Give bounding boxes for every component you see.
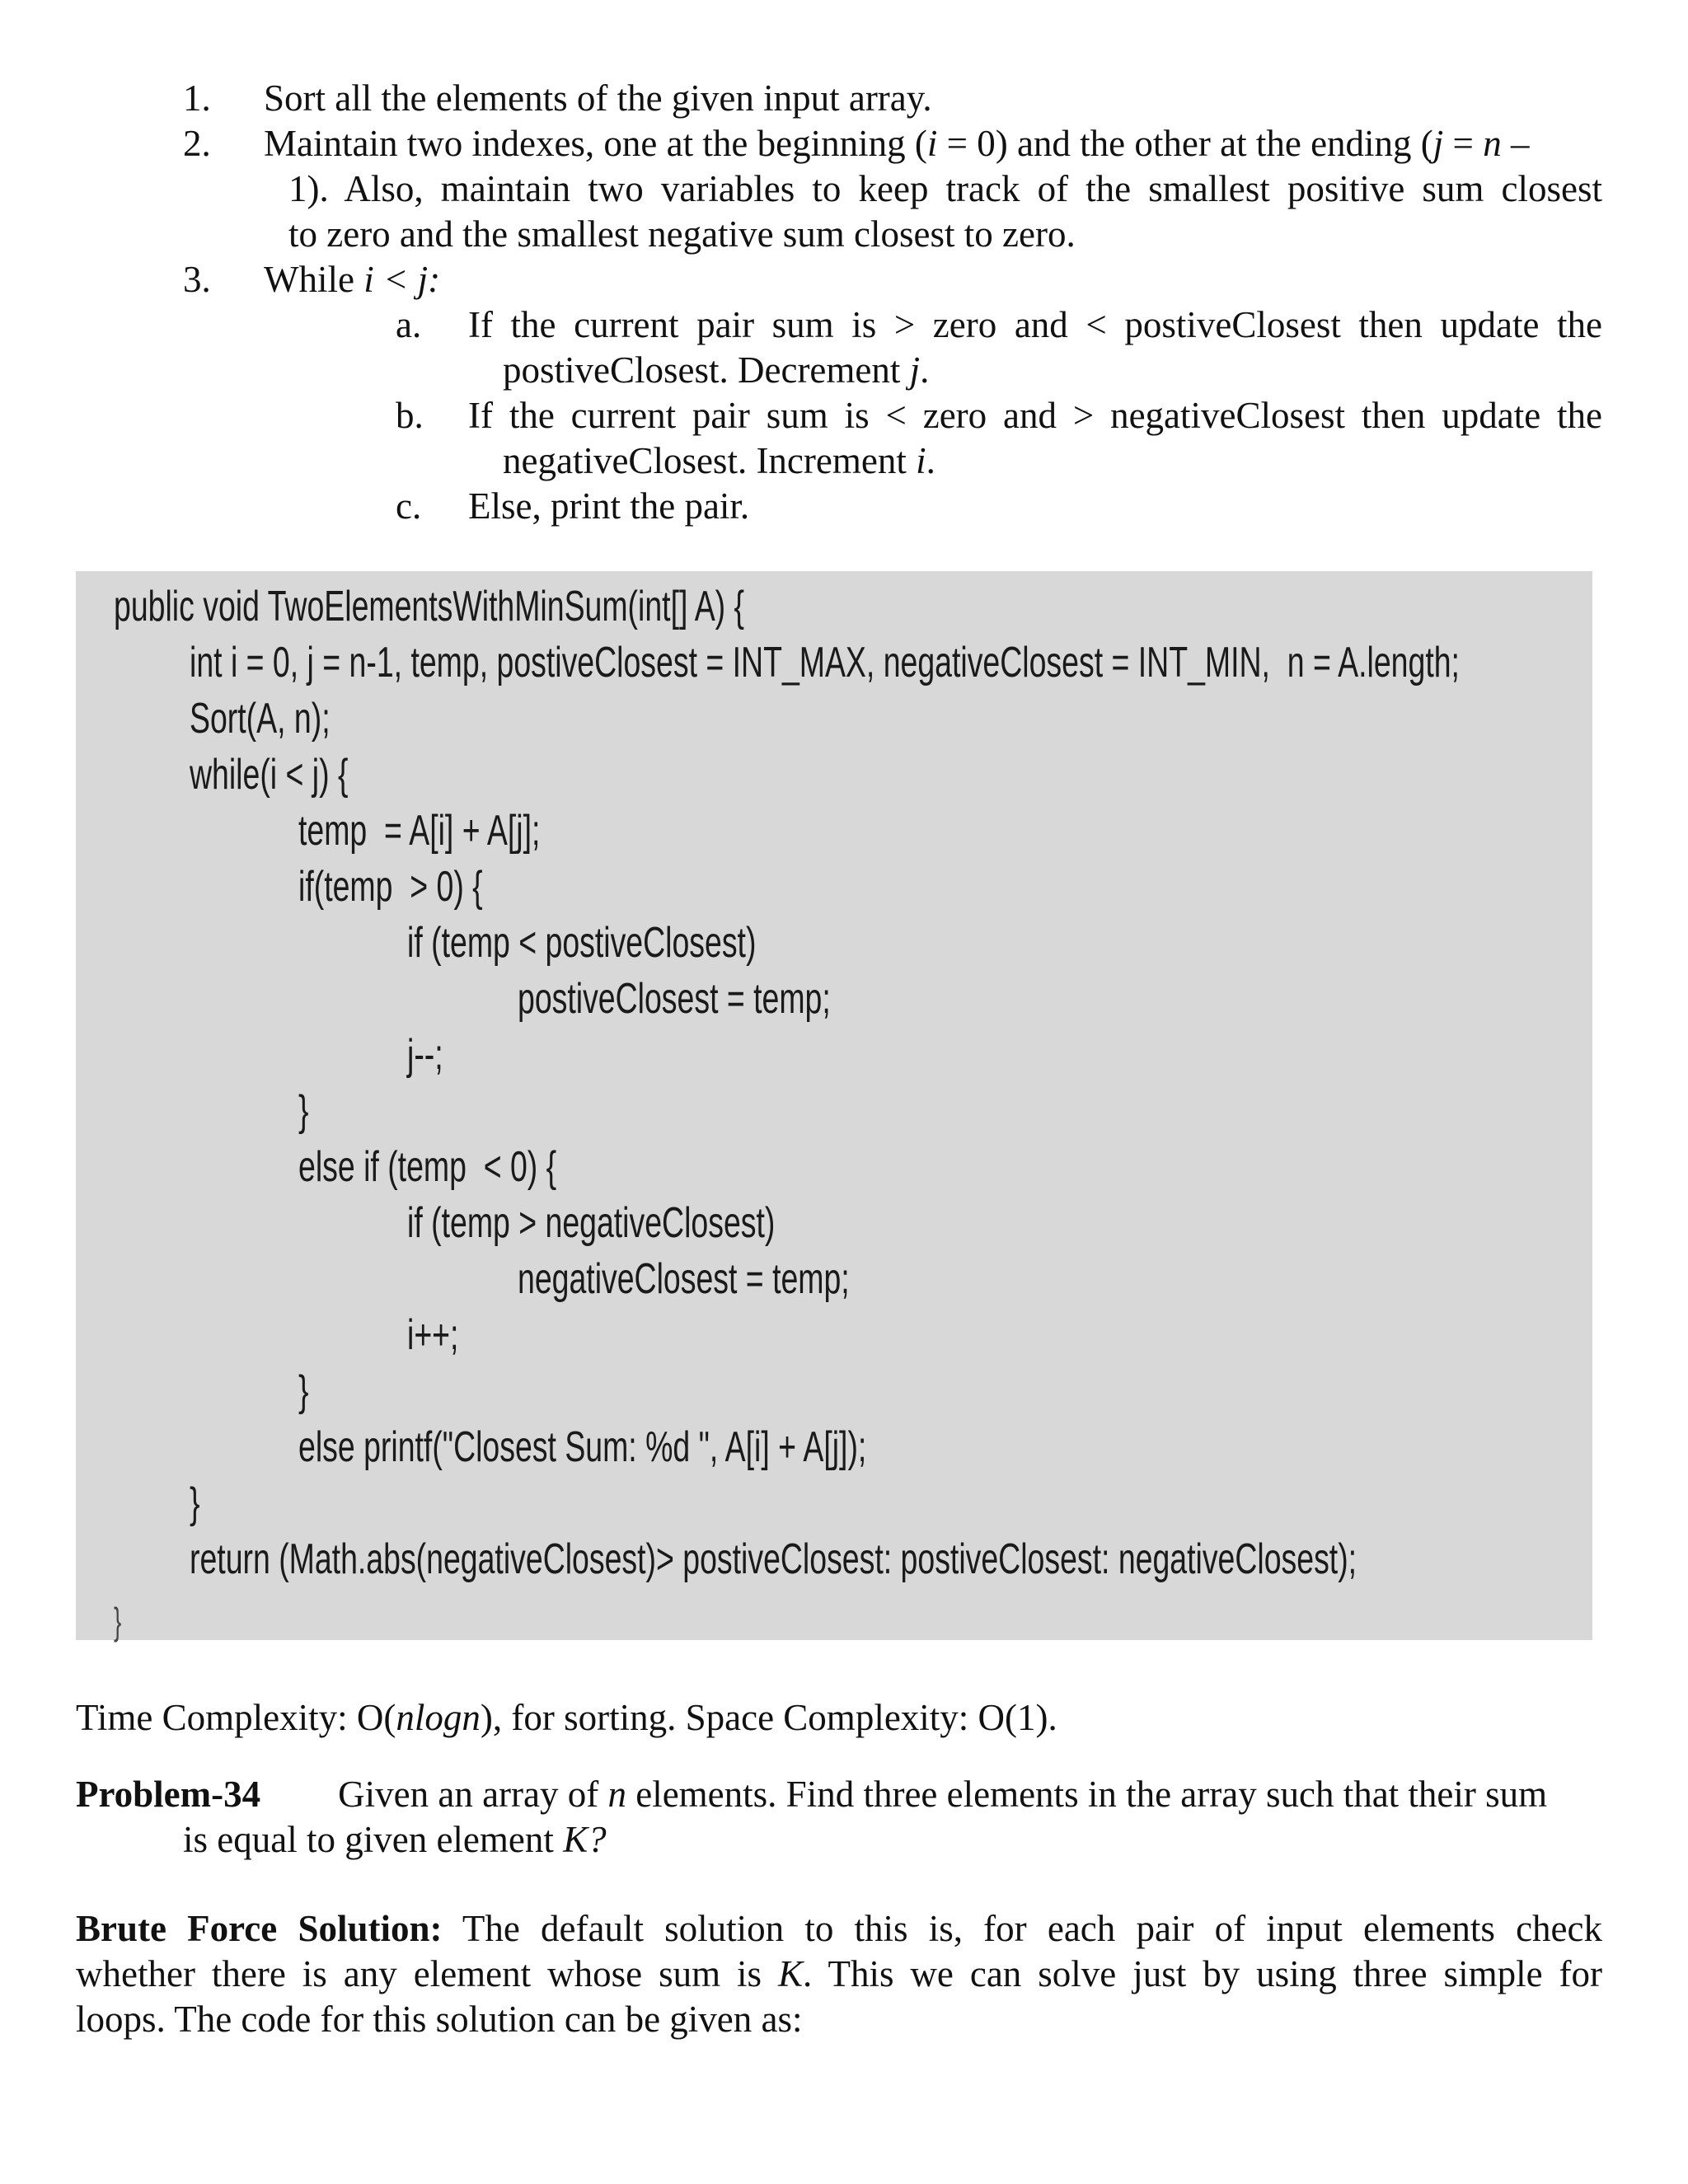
code-line-17: } xyxy=(190,1479,200,1527)
brute-force-line-3: loops. The code for this solution can be given as: xyxy=(76,1999,803,2040)
substep-letter-c: c. xyxy=(396,485,422,527)
step-number-1: 1. xyxy=(183,77,211,119)
code-line-18: return (Math.abs(negativeClosest)> postiveClosest: postiveClosest: negativeClosest); xyxy=(190,1535,1357,1583)
code-line-1: public void TwoElementsWithMinSum(int[] A) { xyxy=(114,583,745,630)
code-line-12: if (temp > negativeClosest) xyxy=(407,1199,776,1247)
substep-b-line-2: negativeClosest. Increment i. xyxy=(503,440,935,481)
brute-force-line-2: whether there is any element whose sum is K. This we can solve just by using three simple for xyxy=(76,1953,1602,1994)
code-line-15: } xyxy=(298,1367,309,1415)
problem-line-2: is equal to given element K? xyxy=(183,1819,607,1860)
code-line-4: while(i < j) { xyxy=(190,751,349,799)
code-line-9: j--; xyxy=(407,1031,443,1079)
code-line-10: } xyxy=(298,1087,309,1135)
problem-line-1: Problem-34 Given an array of n elements. Find three elements in the array such that their sum xyxy=(76,1774,1548,1815)
code-line-13: negativeClosest = temp; xyxy=(518,1255,850,1303)
code-line-16: else printf("Closest Sum: %d ", A[i] + A[j]); xyxy=(298,1423,867,1471)
substep-c-line-1: Else, print the pair. xyxy=(468,485,750,527)
code-line-7: if (temp < postiveClosest) xyxy=(407,919,757,967)
step-number-2: 2. xyxy=(183,123,211,164)
substep-letter-a: a. xyxy=(396,304,422,345)
step-text-3: While i < j: xyxy=(264,259,441,300)
problem-label: Problem-34 xyxy=(76,1774,261,1815)
code-line-3: Sort(A, n); xyxy=(190,695,331,743)
complexity-line: Time Complexity: O(nlogn), for sorting. Space Complexity: O(1). xyxy=(76,1697,1057,1738)
step-text-1: Sort all the elements of the given input array. xyxy=(264,77,932,119)
code-line-19: } xyxy=(114,1600,122,1643)
step-number-3: 3. xyxy=(183,259,211,300)
step-text-2-line-1: Maintain two indexes, one at the beginning (i = 0) and the other at the ending (j = n – xyxy=(264,123,1530,164)
code-line-5: temp = A[i] + A[j]; xyxy=(298,807,541,855)
code-line-14: i++; xyxy=(407,1311,459,1359)
brute-force-line-1: Brute Force Solution: The default solution to this is, for each pair of input elements check xyxy=(76,1908,1602,1949)
step-text-2-line-2: 1). Also, maintain two variables to keep track of the smallest positive sum closest xyxy=(288,168,1602,209)
substep-letter-b: b. xyxy=(396,395,424,436)
substep-a-line-1: If the current pair sum is > zero and < postiveClosest then update the xyxy=(468,304,1602,345)
code-line-8: postiveClosest = temp; xyxy=(518,975,831,1023)
code-line-11: else if (temp < 0) { xyxy=(298,1143,557,1191)
code-line-6: if(temp > 0) { xyxy=(298,863,483,911)
step-text-2-line-3: to zero and the smallest negative sum closest to zero. xyxy=(288,213,1076,255)
substep-a-line-2: postiveClosest. Decrement j. xyxy=(503,349,930,391)
substep-b-line-1: If the current pair sum is < zero and > negativeClosest then update the xyxy=(468,395,1602,436)
brute-force-label: Brute Force Solution: xyxy=(76,1908,443,1949)
code-line-2: int i = 0, j = n-1, temp, postiveClosest = INT_MAX, negativeClosest = INT_MIN, n = A.length; xyxy=(190,639,1460,687)
